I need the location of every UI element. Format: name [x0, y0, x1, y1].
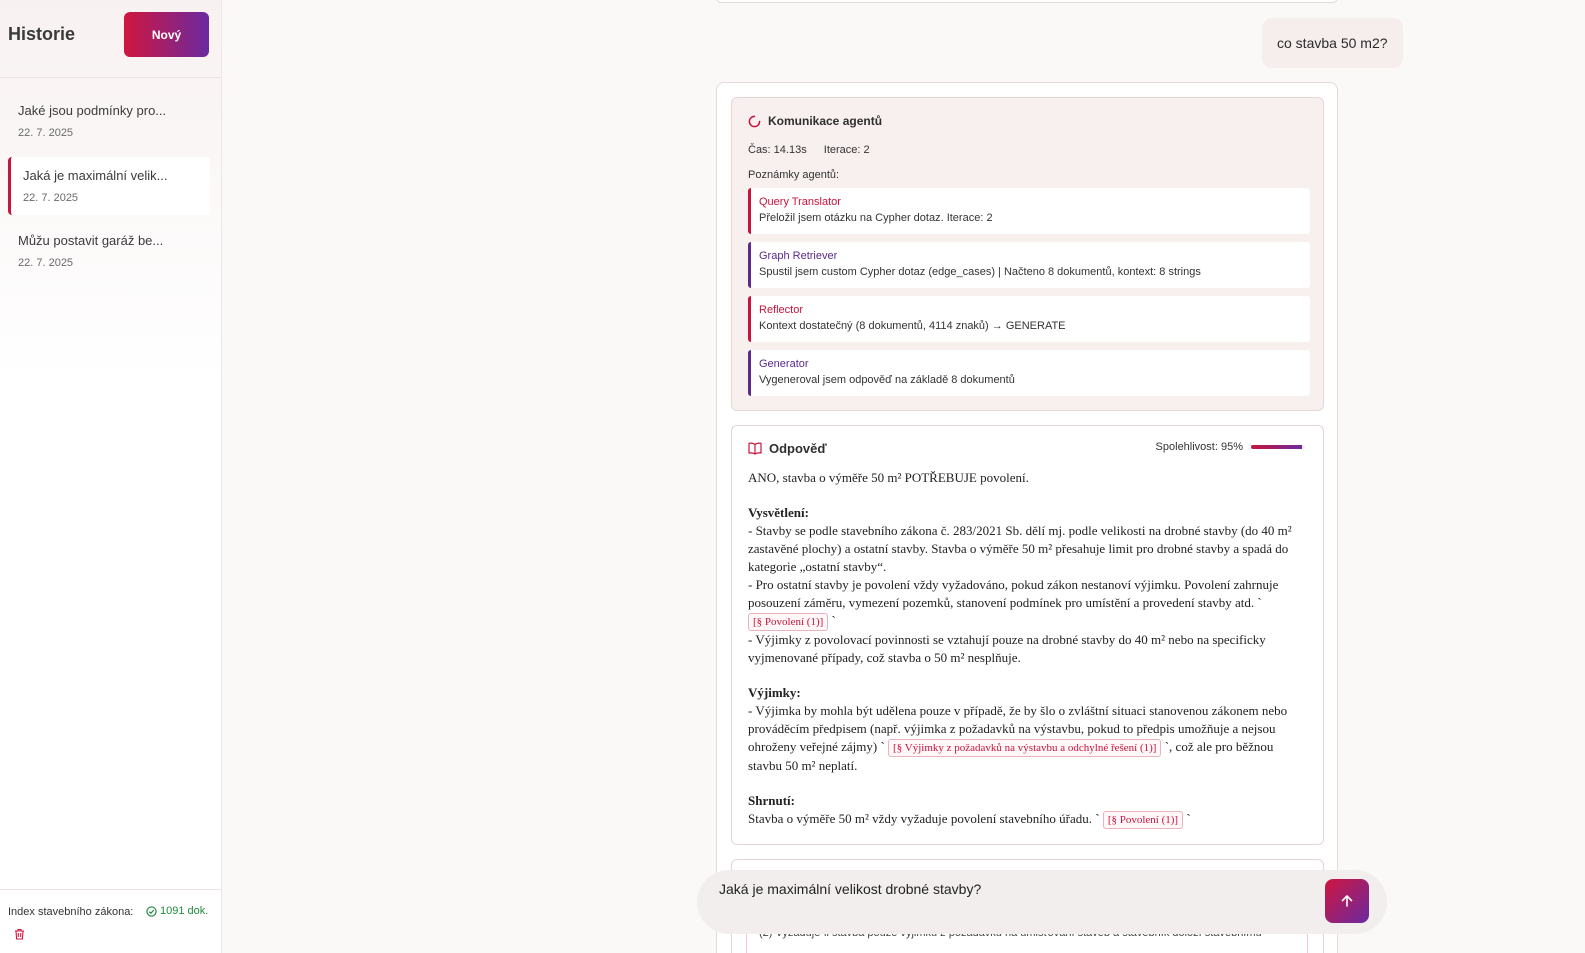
answer-text	[748, 469, 1310, 829]
history-item[interactable]	[8, 92, 210, 150]
agent-stats	[748, 144, 884, 156]
backtick: `	[831, 613, 836, 628]
sidebar-title: Historie	[8, 24, 76, 44]
answer-panel	[731, 425, 1324, 845]
check-circle-icon	[146, 906, 157, 917]
book-open-icon	[748, 442, 762, 455]
history-item-question: Můžu postavit garáž be...	[18, 233, 164, 248]
answer-paragraph	[748, 576, 1310, 631]
new-chat-button[interactable]: Nový	[124, 12, 209, 57]
answer-title: Odpověď	[769, 441, 827, 456]
message-input[interactable]	[719, 878, 1299, 900]
section-heading: Vysvětlení:	[748, 505, 809, 520]
agent-note-text: Přeložil jsem otázku na Cypher dotaz. Iterace: 2	[759, 212, 993, 224]
agent-note-text: Kontext dostatečný (8 dokumentů, 4114 znaků) → GENERATE	[759, 320, 1066, 332]
history-item-date: 22. 7. 2025	[18, 127, 74, 139]
citation-link[interactable]: [§ Povolení (1)]	[748, 613, 828, 631]
sidebar-footer	[0, 889, 222, 953]
agents-title: Komunikace agentů	[768, 114, 883, 128]
response-card	[716, 82, 1338, 953]
history-item-date: 22. 7. 2025	[18, 257, 74, 269]
confidence-label: Spolehlivost: 95%	[1155, 441, 1243, 453]
answer-paragraph-text: Stavba o výměře 50 m² vždy vyžaduje povolení stavebního úřadu. `	[748, 811, 1100, 826]
agent-note	[748, 188, 1310, 234]
answer-paragraph: - Výjimky z povolovací povinnosti se vztahují pouze na drobné stavby do 40 m² nebo na specificky vyjmenované případy, což stavba o 50 m² nesplňuje.	[748, 632, 1266, 665]
agent-note-name: Graph Retriever	[759, 250, 838, 262]
answer-paragraph	[748, 810, 1310, 829]
history-sidebar	[0, 0, 222, 953]
answer-paragraph-text: - Pro ostatní stavby je povolení vždy vyžadováno, pokud zákon nestanoví výjimku. Povolení zahrnuje posouzení záměru, vymezení pozemků, stanovení podmínek pro umístění a provedení stavby atd. `	[748, 577, 1279, 610]
spinner-icon	[748, 115, 761, 128]
message-composer	[697, 870, 1387, 934]
citation-link[interactable]: [§ Výjimky z požadavků na výstavbu a odchylné řešení (1)]	[888, 739, 1161, 757]
agent-notes-label: Poznámky agentů:	[748, 169, 840, 181]
agent-note	[748, 242, 1310, 288]
history-item-question: Jaké jsou podmínky pro...	[18, 103, 167, 118]
agent-iterations: Iterace: 2	[823, 144, 870, 156]
answer-header	[748, 441, 827, 456]
section-heading: Shrnutí:	[748, 793, 795, 808]
history-item-date: 22. 7. 2025	[23, 192, 79, 204]
confidence-bar-fill	[1251, 445, 1302, 449]
agent-communication-panel	[731, 97, 1324, 411]
user-message: co stavba 50 m2?	[1262, 18, 1403, 68]
backtick: `	[1186, 811, 1191, 826]
answer-intro: ANO, stavba o výměře 50 m² POTŘEBUJE povolení.	[748, 470, 1029, 485]
agent-time: Čas: 14.13s	[748, 144, 807, 156]
index-status	[146, 905, 208, 917]
answer-paragraph: - Stavby se podle stavebního zákona č. 283/2021 Sb. dělí mj. podle velikosti na drobné stavby (do 40 m² zastavěné plochy) a ostatní stavby. Stavba o výměře 50 m² přesahuje limit pro drobné stavby a spadá do kategorie „ostatní stavby“.	[748, 523, 1292, 574]
arrow-up-icon	[1340, 894, 1354, 908]
citation-link[interactable]: [§ Povolení (1)]	[1103, 811, 1183, 829]
index-count: 1091 dok.	[160, 905, 209, 917]
sidebar-header	[0, 0, 221, 78]
answer-paragraph-text: - Výjimka by mohla být udělena pouze v případě, že by šlo o zvláštní situaci stanovenou zákonem nebo prováděcím předpisem (např. výjimka z požadavků na výstavbu, pokud to předpis umožňuje a nejsou ohroženy veřejné zájmy) `	[748, 703, 1288, 754]
confidence-indicator	[1156, 441, 1305, 453]
index-label: Index stavebního zákona:	[8, 906, 134, 918]
answer-paragraph	[748, 702, 1310, 775]
history-item[interactable]	[8, 222, 210, 280]
agent-note-text: Vygeneroval jsem odpověď na základě 8 dokumentů	[759, 374, 1015, 386]
history-list	[0, 92, 222, 287]
agents-header	[748, 114, 882, 128]
agent-note-name: Generator	[759, 358, 809, 370]
agent-note	[748, 350, 1310, 396]
agent-note-name: Query Translator	[759, 196, 841, 208]
confidence-bar	[1251, 445, 1305, 449]
previous-message-card	[716, 0, 1338, 3]
agent-note	[748, 296, 1310, 342]
answer-paragraph-text: `, což ale pro běžnou stavbu 50 m² neplatí.	[748, 739, 1274, 773]
agent-note-text: Spustil jsem custom Cypher dotaz (edge_cases) | Načteno 8 dokumentů, kontext: 8 strings	[759, 266, 1201, 278]
section-heading: Výjimky:	[748, 685, 801, 700]
send-button[interactable]	[1325, 879, 1369, 923]
trash-icon[interactable]	[14, 928, 25, 940]
history-item-question: Jaká je maximální velik...	[23, 168, 168, 183]
agent-note-name: Reflector	[759, 304, 804, 316]
history-item-active[interactable]	[8, 157, 210, 215]
